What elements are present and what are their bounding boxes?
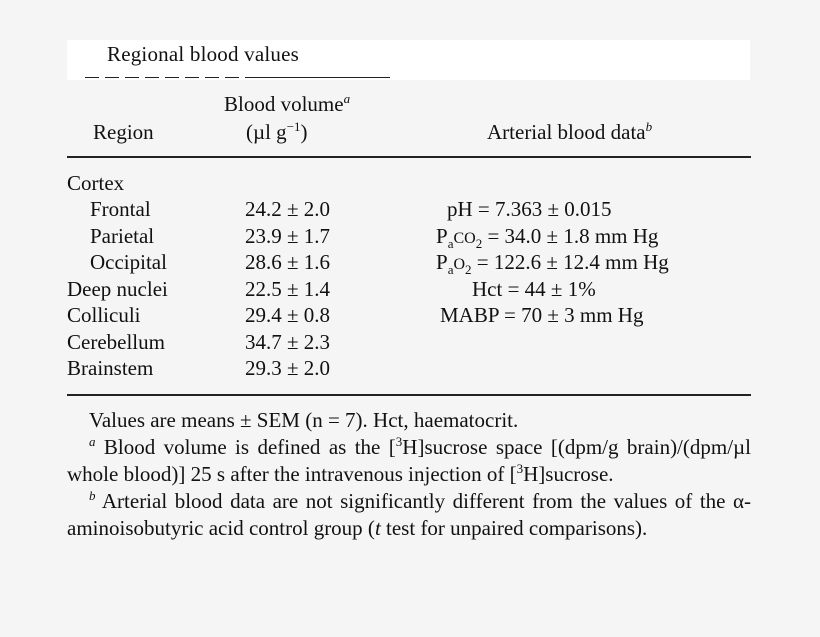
group-label-cortex: Cortex <box>67 171 125 195</box>
region-name: Colliculi <box>67 303 141 327</box>
table-title: Regional blood values <box>107 42 300 66</box>
header-blood-volume: Blood volume$^a$ <box>224 91 351 116</box>
note-a: $^a$ Blood volume is defined as the [$^3$H]sucrose space [(dpm/g brain)/(dpm/µl whole blood)] 25 s after the intravenous injection of [$^3$H]sucrose. <box>67 434 751 486</box>
blood-volume-value: 34.7 ± 2.3 <box>245 329 331 354</box>
header-arterial: Arterial blood data$^b$ <box>487 119 653 144</box>
header-region: Region <box>93 120 154 144</box>
region-name: Cerebellum <box>67 329 165 354</box>
region-name: Occipital <box>90 250 167 274</box>
blood-volume-value: 29.4 ± 0.8 <box>245 303 331 327</box>
region-name: Deep nuclei <box>67 276 168 301</box>
region-name: Parietal <box>90 223 155 248</box>
note-b: $^b$ Arterial blood data are not significantly different from the values of the α-aminoisobutyric acid control group (t test for unpaired comparisons). <box>67 488 751 540</box>
bottom-rule <box>67 394 751 396</box>
blood-volume-value: 24.2 ± 2.0 <box>245 197 331 221</box>
arterial-value: pH = 7.363 ± 0.015 <box>447 197 612 221</box>
blood-volume-value: 23.9 ± 1.7 <box>245 223 331 248</box>
blood-volume-value: 29.3 ± 2.0 <box>245 356 331 380</box>
table-notes <box>67 407 751 542</box>
header-rule <box>67 156 751 158</box>
blood-volume-value: 22.5 ± 1.4 <box>245 276 331 301</box>
header-blood-volume-unit: (µl $g^{-1}$) <box>246 119 308 144</box>
arterial-value: MABP = 70 ± 3 mm Hg <box>440 303 644 327</box>
title-rule <box>85 77 390 78</box>
region-name: Brainstem <box>67 356 154 380</box>
region-name: Frontal <box>90 197 151 221</box>
arterial-value: Hct = 44 ± 1% <box>472 276 596 301</box>
note-main: Values are means ± SEM (n = 7). Hct, haematocrit. <box>89 408 519 432</box>
arterial-value: $P_aCO_2 = 34.0 \pm 1.8$ mm Hg <box>436 223 659 251</box>
table-title-strip <box>67 40 750 80</box>
arterial-value: $P_aO_2 = 122.6 \pm 12.4$ mm Hg <box>436 250 669 277</box>
blood-volume-value: 28.6 ± 1.6 <box>245 250 331 274</box>
